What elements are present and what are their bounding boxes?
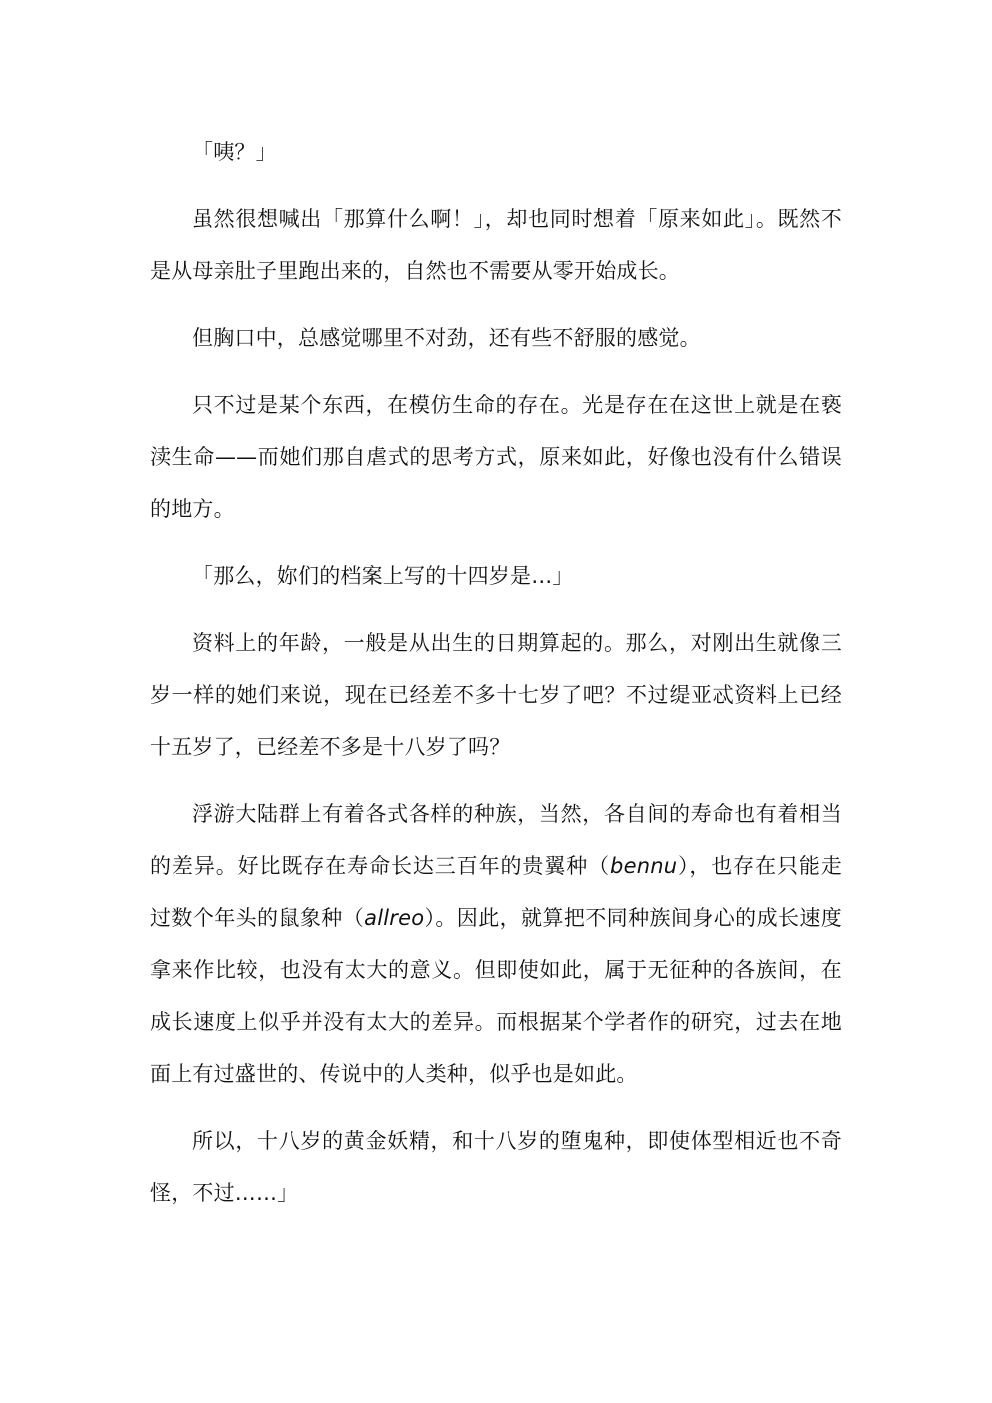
paragraph-text: 「咦？」 [192,140,277,164]
paragraph [150,550,842,602]
paragraph-text: 所以，十八岁的黄金妖精，和十八岁的堕鬼种，即使体型相近也不奇怪，不过……」 [150,1129,842,1205]
paragraph [150,312,842,364]
paragraph [150,126,842,178]
latin-term: allreo [364,906,425,930]
paragraph [150,788,842,1100]
paragraph [150,1115,842,1219]
paragraph-text: 虽然很想喊出「那算什么啊！」，却也同时想着「原来如此」。既然不是从母亲肚子里跑出来的，自然也不需要从零开始成长。 [150,207,842,283]
paragraph-text: 只不过是某个东西，在模仿生命的存在。光是存在在这世上就是在亵渎生命——而她们那自虐式的思考方式，原来如此，好像也没有什么错误的地方。 [150,393,842,521]
body-text [150,126,842,1219]
paragraph [150,193,842,297]
paragraph [150,379,842,535]
paragraph-text: 资料上的年龄，一般是从出生的日期算起的。那么，对刚出生就像三岁一样的她们来说，现在已经差不多十七岁了吧？不过缇亚忒资料上已经十五岁了，已经差不多是十八岁了吗？ [150,631,842,759]
paragraph-text: 「那么，妳们的档案上写的十四岁是…」 [192,564,574,588]
paragraph-text: 浮游大陆群上有着各式各样的种族，当然，各自间的寿命也有着相当的差异。好比既存在寿命长达三百年的贵翼种（ [150,802,842,878]
latin-term: bennu [610,854,678,878]
paragraph-text: 但胸口中，总感觉哪里不对劲，还有些不舒服的感觉。 [192,326,701,350]
paragraph [150,617,842,773]
paragraph-text: ），也存在只能走过数个年头的鼠象种（ [150,854,842,930]
paragraph-text: ）。因此，就算把不同种族间身心的成长速度拿来作比较，也没有太大的意义。但即使如此，属于无征种的各族间，在成长速度上似乎并没有太大的差异。而根据某个学者作的研究，过去在地面上有过盛世的、传说中的人类种，似乎也是如此。 [150,906,843,1086]
